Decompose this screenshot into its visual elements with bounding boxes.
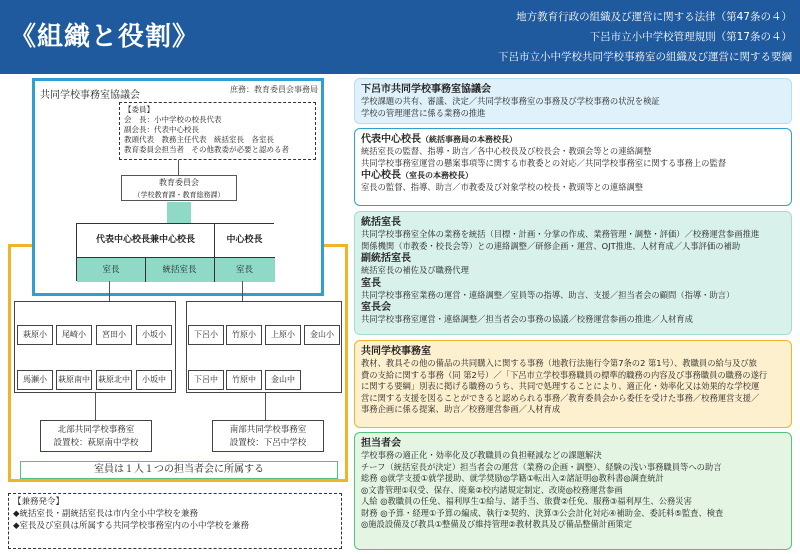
council-title: 共同学校事務室協議会	[40, 90, 140, 101]
school: 金山中	[265, 370, 301, 390]
panel-school-office	[354, 340, 792, 428]
panel-line: 学校の管理運営に係る業務の推進	[361, 107, 486, 118]
panel-committee	[354, 432, 792, 550]
school: 萩原北中	[96, 370, 132, 390]
panel-heading: 共同学校事務室	[361, 346, 431, 357]
panel-line: ◎施設設備及び教具①整備及び維持管理②教材教具及び備品整備計画策定	[361, 519, 633, 529]
school: 小坂小	[136, 325, 172, 345]
role-cell: 統括室長	[145, 257, 214, 282]
board-name: 教育委員会	[159, 178, 199, 187]
panel-line: 営に関する支援を図ることができると認められる事務／教育委員会から委任を受けた事務／校務運営支援／	[361, 392, 760, 403]
panel-line: 共同学校事務室全体の業務を統括（目標・計画・分掌の作成、業務管理・調整・評価）／校務運営参画推進	[361, 229, 760, 239]
school: 尾崎小	[56, 325, 92, 345]
panel-line: 室長の監督、指導、助言／市教委及び対象学校の校長・教頭等との連絡調整	[361, 182, 644, 192]
council-members	[119, 102, 316, 160]
panel-subheading: 室長会	[361, 302, 391, 313]
school: 竹原小	[226, 325, 262, 345]
panel-line: 費の支給に関する事務（同 第2号）／「下呂市立学校事務職員の標準的職務の内容及び事務職員の職務の遂行	[361, 369, 768, 380]
school: 馬瀬小	[17, 370, 53, 390]
panel-council	[354, 78, 792, 124]
divider	[214, 224, 215, 282]
panel-line: ◎文書管理①収受、保存、廃棄②校内諸規定制定、改廃◎校務運営参画	[361, 484, 623, 495]
member-line: 副会長：代表中心校長	[124, 125, 199, 134]
north-office-site: 設置校：萩原南中学校	[42, 437, 150, 449]
members-heading: 【委員】	[124, 105, 154, 114]
panel-line: 統括室長の監督、指導・助言／各中心校長及び校長会・教頭会等との連絡調整	[361, 146, 652, 156]
role-cell: 室長	[214, 257, 275, 282]
board-note: （学校教育課・教育総務課）	[133, 191, 225, 199]
panel-heading: 統括室長	[361, 217, 401, 228]
panel-line: 関係機関（市教委・校長会等）との連絡調整／研修企画・運営、OJT推進、人材育成／人事評価の補助	[361, 240, 741, 251]
panel-principal	[354, 128, 792, 206]
law-reference: 下呂市立小中学校共同学校事務室の組織及び運営に関する要綱	[498, 51, 792, 63]
duty-line: ◆室長及び室員は所属する共同学校事務室内の小中学校を兼務	[13, 521, 250, 531]
school: 萩原南中	[56, 370, 92, 390]
south-office-name: 南部共同学校事務室	[214, 424, 322, 436]
panel-line: チーフ（統括室長が決定）担当者会の運営（業務の企画・調整）、経験の浅い事務職員等への助言	[361, 461, 722, 472]
connector-line	[265, 393, 266, 420]
school: 下呂小	[188, 325, 224, 345]
school: 小坂中	[136, 370, 172, 390]
duty-line: ◆統括室長・副統括室長は市内全小中学校を兼務	[13, 509, 199, 519]
connector-line	[178, 160, 179, 175]
page-title: 《組織と役割》	[10, 22, 200, 52]
connector-strip	[167, 202, 191, 223]
panel-line: 財務 ◎予算・経理①予算の編成、執行②契約、決算③公会計化対応④補助金、委託料⑤監査、検査	[361, 507, 724, 518]
role-cell: 室長	[77, 257, 145, 282]
law-reference: 下呂市立小中学校管理規則（第17条の４）	[589, 31, 792, 43]
principals-table	[76, 223, 274, 281]
panel-line: 共同学校事務室業務の運営・連絡調整／室員等の指導、助言、支援／担当者会の顧問（指導・助言）	[361, 289, 735, 300]
connector-line	[95, 393, 96, 420]
member-line: 教育委員会担当者 その他教委が必要と認める者	[124, 145, 289, 154]
center-principal-head: 中心校長	[214, 224, 275, 257]
school: 竹原中	[226, 370, 262, 390]
school: 金山小	[304, 325, 340, 345]
school: 宮田小	[96, 325, 132, 345]
divider	[145, 257, 146, 282]
north-office-name: 北部共同学校事務室	[42, 424, 150, 436]
connector-line	[242, 281, 243, 301]
concurrent-duties	[8, 493, 342, 549]
school: 下呂中	[188, 370, 224, 390]
panel-subheading-note: （室長の本務校長）	[401, 171, 473, 180]
member-line: 会 長：小中学校の校長代表	[124, 115, 222, 124]
law-reference: 地方教育行政の組織及び運営に関する法律（第47条の４）	[516, 11, 792, 23]
panel-line: 総務 ◎就学支援①就学援助、就学奨励◎学籍①転出入②諸証明◎教科書◎調査統計	[361, 473, 664, 483]
panel-line: 共同学校事務室運営の懸案事項等に関する市教委との対応／共同学校事務室に関する事務上の監督	[361, 157, 727, 168]
duties-heading: 【兼務発令】	[13, 497, 65, 507]
panel-heading: 担当者会	[361, 438, 401, 449]
assignment-note: 室員は１人１つの担当者会に所属する	[20, 461, 338, 479]
panel-line: に関する要綱」別表に掲げる職務のうち、共同で処理することにより、適正化・効率化又は効果的な学校運	[361, 381, 760, 391]
panel-line: 共同学校事務室運営・連絡調整／担当者会の事務の協議／校務運営参画の推進／人材育成	[361, 314, 693, 324]
council-secretariat: 庶務：教育委員会事務局	[230, 85, 318, 94]
school: 萩原小	[17, 325, 53, 345]
panel-subheading: 副統括室長	[361, 253, 411, 264]
board-of-education	[121, 175, 237, 201]
panel-line: 学校事務の適正化・効率化及び教職員の負担軽減などの課題解決	[361, 450, 602, 460]
panel-line: 学校課題の共有、審議、決定／共同学校事務室の事務及び学校事務の状況を検証	[361, 96, 660, 106]
rep-principal-head: 代表中心校長兼中心校長	[77, 224, 214, 257]
header-banner	[0, 0, 800, 74]
panel-line: 統括室長の補佐及び職務代理	[361, 265, 469, 275]
panel-line: 事務企画に係る提案、助言／校務運営参画／人材育成	[361, 404, 561, 414]
panel-heading: 代表中心校長（統括事務局の本務校長）	[361, 134, 517, 145]
connector-line	[109, 281, 110, 301]
panel-manager	[354, 211, 792, 335]
south-office-site: 設置校：下呂中学校	[214, 437, 322, 449]
panel-subheading: 中心校長（室長の本務校長）	[361, 170, 473, 181]
panel-line: 教材、教具その他の備品の共同購入に関する事務（地教行法施行令第7条の2 第1号）、教職員の給与及び旅	[361, 358, 757, 368]
panel-heading-note: （統括事務局の本務校長）	[421, 135, 517, 144]
panel-heading: 下呂市共同学校事務室協議会	[361, 84, 491, 95]
panel-subheading: 室長	[361, 277, 381, 289]
panel-line: 人給 ◎教職員の任免、福利厚生①給与、諸手当、旅費②任免、服務③福利厚生、公務災害	[361, 496, 692, 506]
school: 上原小	[265, 325, 301, 345]
member-line: 教頭代表 教務主任代表 統括室長 各室長	[124, 135, 274, 144]
